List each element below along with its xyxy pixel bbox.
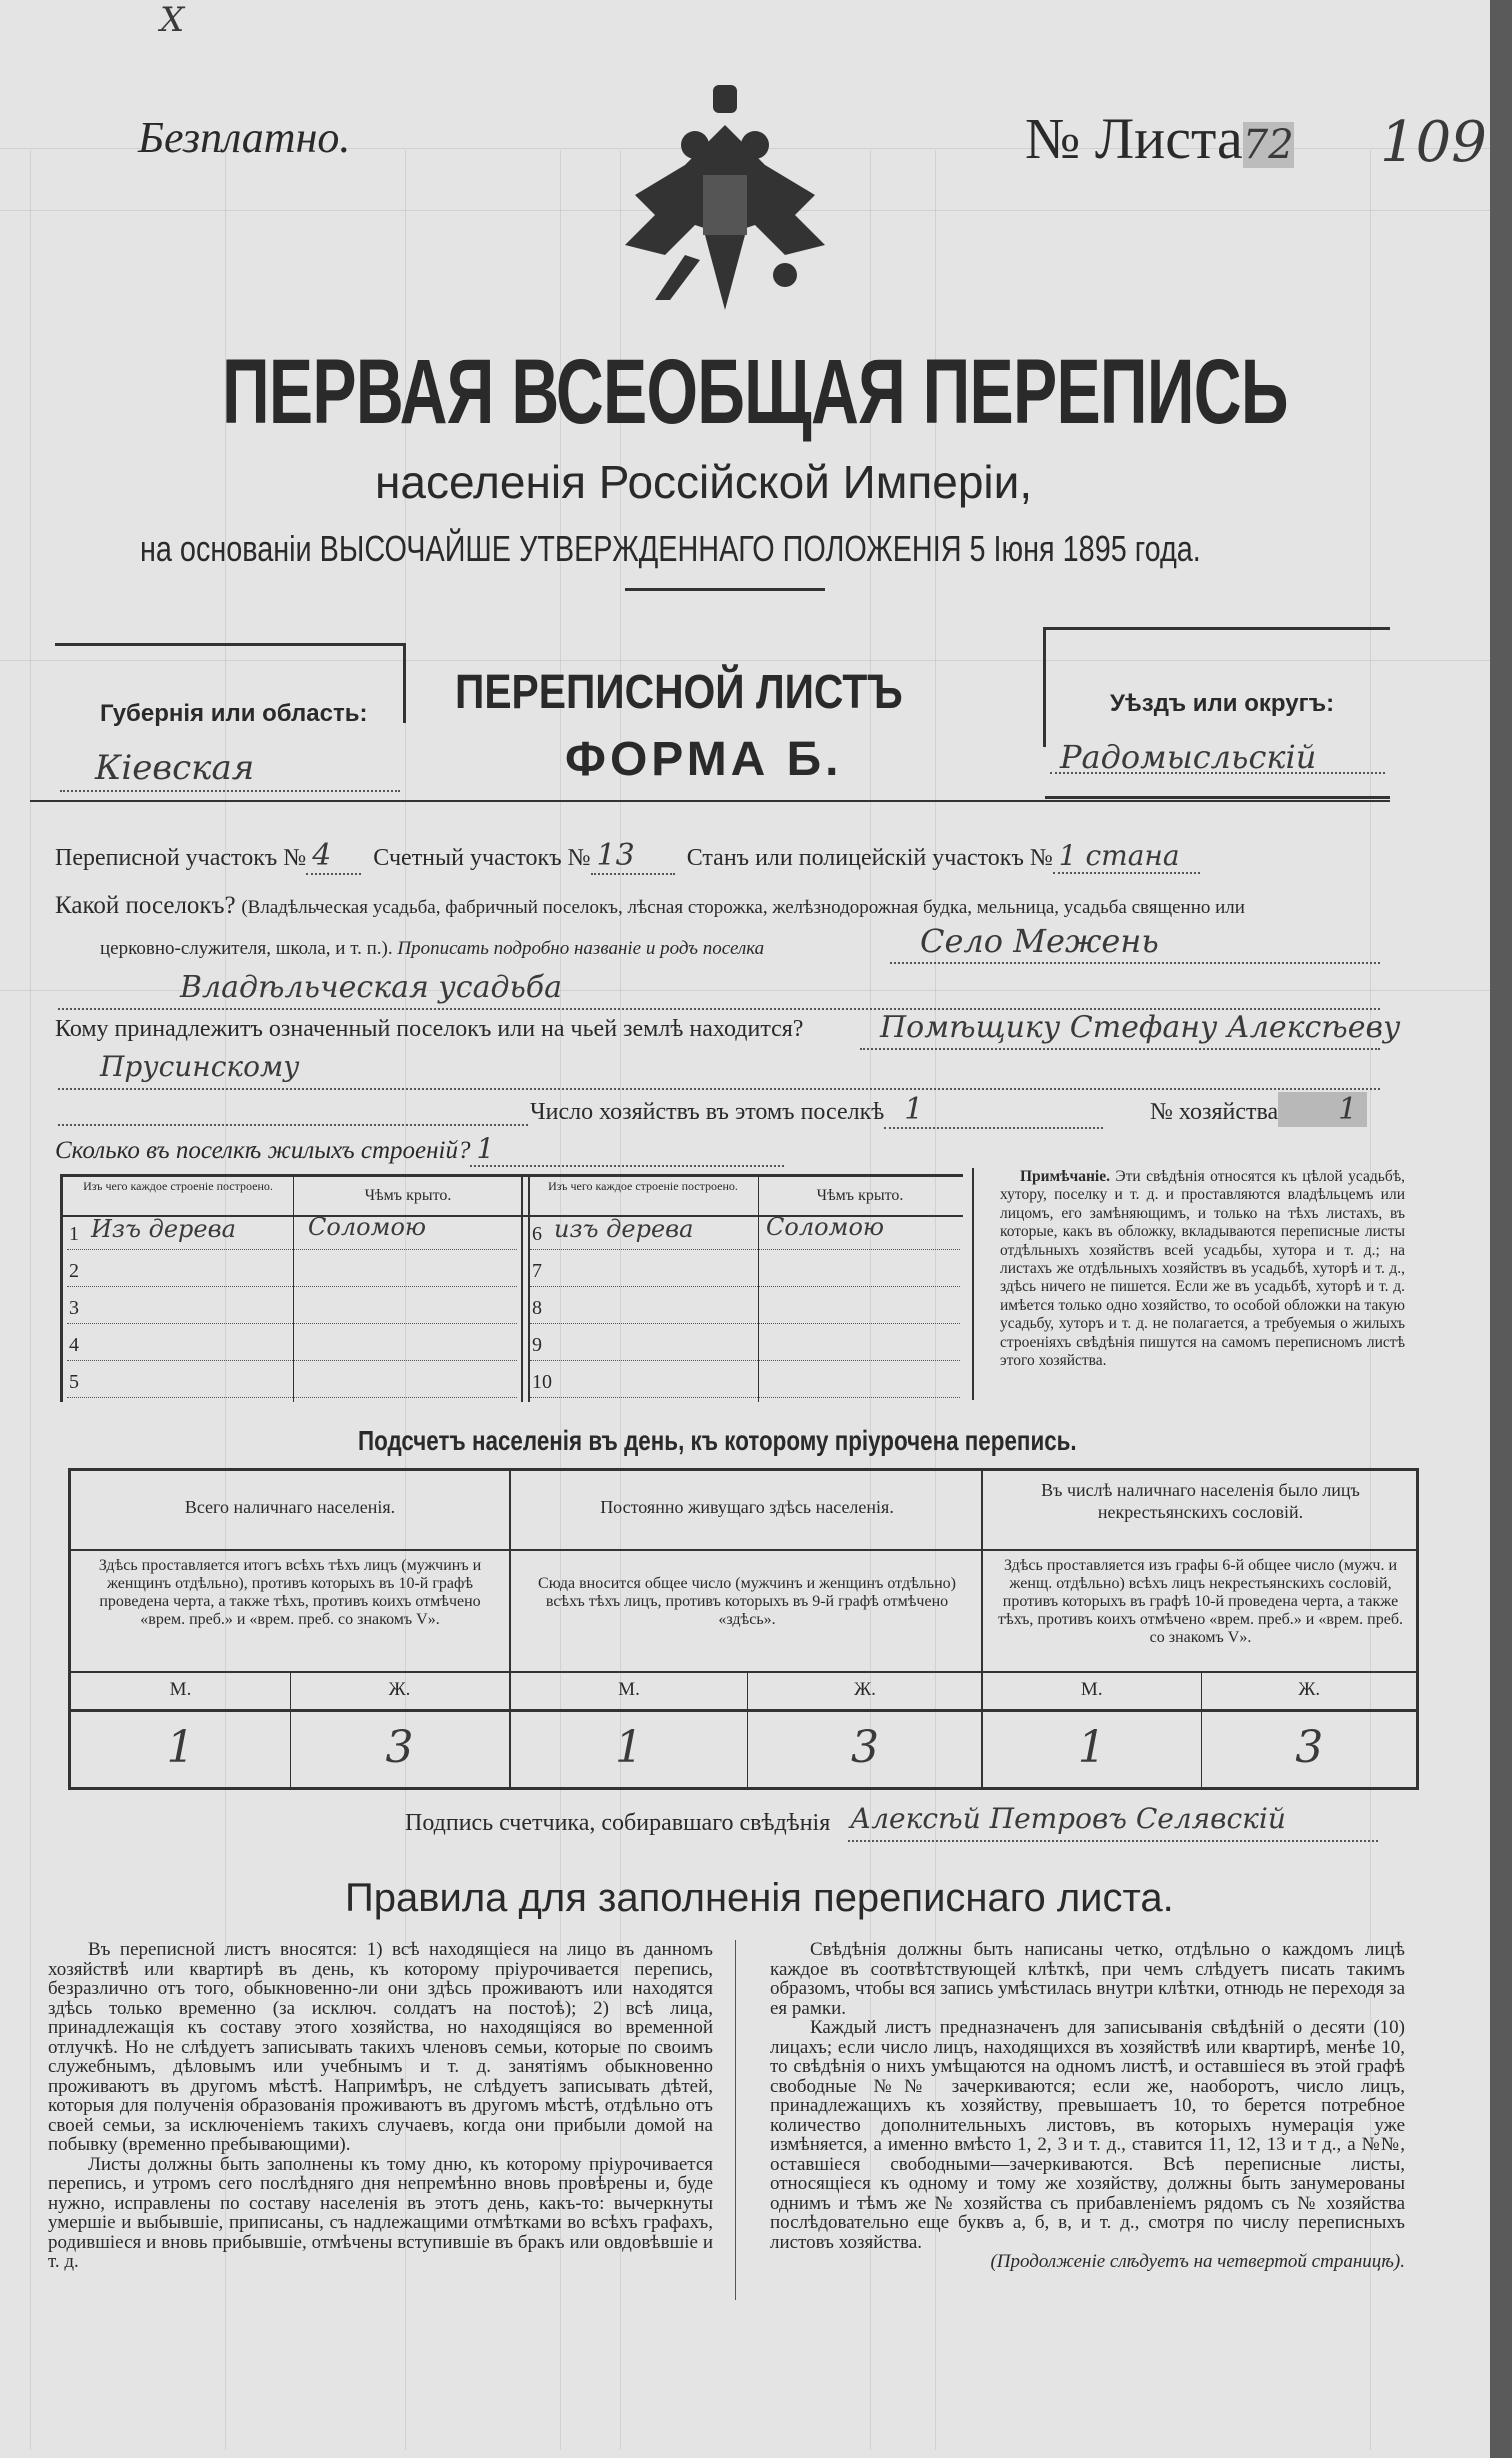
divider — [1045, 796, 1390, 799]
fill-line — [530, 1397, 960, 1398]
fill-line — [530, 1323, 960, 1324]
form-name — [455, 665, 982, 720]
rules-paragraph: Въ переписной листъ вносятся: 1) всѣ находящіеся на лицо въ данномъ хозяйствѣ или квартирѣ въ день, къ которому пріурочивается перепись, безразлично отъ того, обыкновенно-ли они здѣсь проживаютъ или находятся здѣсь только временно (за исключ. солдатъ на постоѣ); 2) всѣ лица, принадлежащія къ составу этого хозяйства, но находящіяся во временной отлучкѣ. Но не слѣдуетъ записывать такихъ членовъ семьи, которые по своимъ служебнымъ, дѣловымъ или учебнымъ и т. д. занятіямъ обыкновенно проживаютъ въ другомъ мѣстѣ. Напримѣръ, не слѣдуетъ записывать дѣтей, которыя для полученія образованія проживаютъ въ другомъ мѣстѣ, отдѣльно отъ своей семьи, за исключеніемъ такихъ случаевъ, когда они прибыли домой на побывку (временно пребывающими). — [48, 1939, 713, 2155]
col-roof-header: Чѣмъ крыто. — [364, 1187, 452, 1204]
fill-line — [60, 790, 400, 792]
female-label: Ж. — [1298, 1679, 1321, 1700]
rules-left — [48, 1940, 713, 2272]
count-column-head: Въ числѣ наличнаго населенія было лицъ некрестьянскихъ сословій. — [1041, 1480, 1360, 1522]
signature-value[interactable]: Алексѣй Петровъ Селявскій — [850, 1802, 1286, 1835]
count-table — [68, 1468, 1419, 1790]
fill-line — [67, 1360, 517, 1361]
buildings-value[interactable]: 1 — [470, 1132, 784, 1167]
settlement-hint: (Владѣльческая усадьба, фабричный поселокъ, лѣсная сторожка, желѣзнодорожная будка, мельница, усадьба священно или — [241, 897, 1245, 918]
table-row-rule — [983, 1549, 1418, 1551]
form-name-text: ПЕРЕПИСНОЙ ЛИСТЪ — [455, 666, 903, 719]
household-number-field — [1150, 1092, 1367, 1127]
count-title — [358, 1425, 1256, 1457]
households-label: Число хозяйствъ въ этомъ поселкѣ — [530, 1099, 885, 1125]
count-area-value[interactable]: 13 — [591, 838, 675, 875]
table-row-rule — [983, 1709, 1418, 1712]
fill-line — [860, 1048, 1380, 1050]
owner-value[interactable]: Помѣщику Стефану Алексѣеву — [880, 1010, 1401, 1045]
row-number: 6 — [532, 1223, 542, 1245]
settlement-instruction — [100, 938, 764, 960]
census-area-value[interactable]: 4 — [306, 838, 361, 875]
buildings-label: Сколько въ поселкѣ жилыхъ строеній? — [55, 1137, 471, 1164]
table-row-rule — [71, 1549, 509, 1551]
table-column-rule — [758, 1177, 759, 1402]
row-number: 9 — [532, 1334, 542, 1356]
settlement-label: Какой поселокъ? — [55, 892, 236, 919]
fill-line — [67, 1323, 517, 1324]
male-count[interactable]: 1 — [615, 1722, 643, 1773]
note-text: Эти свѣдѣнія относятся къ цѣлой усадьбѣ, хутору, поселку и т. д. и проставляются владѣльцемъ или лицомъ, его замѣняющимъ, и только на тѣхъ листахъ, въ которые, какъ въ обложку, вкладываются переписные листы отдѣльныхъ хозяйствъ всей усадьбы, хутора и т. д.; на листахъ же отдѣльныхъ хозяйствъ въ усадьбѣ, хуторѣ и т. д., здѣсь ничего не пишется. Если же въ усадьбѣ, хуторѣ и т. д. имѣется только одно хозяйство, то особой обложки на такую усадьбу, хуторъ и т. д. не полагается, а требуемыя о жилыхъ строеніяхъ свѣдѣнія пишутся на самомъ переписномъ листѣ этого хозяйства. — [1000, 1168, 1406, 1370]
building-roof[interactable]: Соломою — [766, 1213, 885, 1241]
row-number: 8 — [532, 1297, 542, 1319]
settlement-hint-2: церковно-служителя, школа, и т. п.). — [100, 938, 393, 959]
female-label: Ж. — [854, 1679, 876, 1700]
count-column-desc: Сюда вносится общее число (мужчинъ и женщинъ отдѣльно) всѣхъ тѣхъ лицъ, противъ которыхъ въ 9-й графѣ отмѣчено «здѣсь». — [538, 1575, 956, 1628]
province-value[interactable]: Кіевская — [95, 748, 255, 788]
fill-line — [67, 1249, 517, 1250]
fill-line — [530, 1286, 960, 1287]
row-number: 5 — [69, 1371, 79, 1393]
rules-paragraph: Листы должны быть заполнены къ тому дню, къ которому пріурочивается перепись, и утромъ сего послѣдняго дня непремѣнно вновь провѣрены и, буде нужно, исправлены по составу населенія въ этотъ день, какъ-то: вычеркнуты умершіе и выбывшіе, приписаны, съ надлежащими отмѣтками во всѣхъ графахъ, родившіеся и вновь прибывшіе, отмѣчены вступившіе въ бракъ или овдовѣвшіе и т. д. — [48, 2153, 713, 2272]
female-count[interactable]: 3 — [1295, 1722, 1324, 1773]
census-area-field — [55, 838, 1200, 873]
row-number: 1 — [69, 1223, 79, 1245]
count-column-desc: Здѣсь проставляется итогъ всѣхъ тѣхъ лицъ (мужчинъ и женщинъ отдѣльно), противъ которыхъ въ 10-й графѣ проведена черта, а также тѣхъ, противъ коихъ отмѣчено «врем. преб.» и «врем. преб. со знакомъ V». — [98, 1557, 482, 1628]
rules-title: Правила для заполненія переписнаго листа. — [345, 1876, 1174, 1920]
male-count[interactable]: 1 — [166, 1722, 195, 1773]
rules-right — [770, 1940, 1405, 2272]
building-roof[interactable]: Соломою — [308, 1213, 427, 1241]
divider — [55, 643, 405, 646]
table-row-rule — [511, 1709, 983, 1712]
signature-label: Подпись счетчика, собиравшаго свѣдѣнія — [405, 1810, 831, 1836]
note — [1000, 1168, 1405, 1370]
row-number: 2 — [69, 1260, 79, 1282]
male-label: М. — [169, 1679, 192, 1700]
census-basis — [140, 528, 1466, 570]
settlement-value[interactable]: Село Межень — [920, 922, 1159, 960]
fill-line — [890, 962, 1380, 964]
female-count[interactable]: 3 — [851, 1722, 879, 1773]
imperial-eagle-emblem-icon — [625, 85, 825, 310]
sheet-number-label: № Листа — [1025, 106, 1243, 171]
sheet-number — [1025, 105, 1294, 172]
count-area-label: Счетный участокъ № — [373, 845, 591, 871]
census-subtitle: населенія Россійской Имперіи, — [375, 456, 1033, 508]
census-basis-text: на основаніи ВЫСОЧАЙШЕ УТВЕРЖДЕННАГО ПОЛОЖЕНІЯ 5 Іюня 1895 года. — [140, 528, 1201, 569]
corner-mark: X — [160, 0, 185, 40]
free-label: Безплатно. — [138, 113, 351, 162]
divider — [625, 588, 825, 591]
male-label: М. — [618, 1679, 640, 1700]
fill-line — [530, 1249, 960, 1250]
count-column — [509, 1471, 983, 1787]
col-material-header: Изъ чего каждое строеніе построено. — [548, 1179, 738, 1193]
household-number-label: № хозяйства — [1150, 1099, 1279, 1125]
count-column-head: Всего наличнаго населенія. — [184, 1497, 396, 1517]
divider — [1043, 627, 1046, 747]
divider — [30, 800, 1390, 802]
note-label: Примѣчаніе. — [1020, 1168, 1110, 1185]
sheet-number-value[interactable]: 72 — [1242, 122, 1294, 168]
rules-paragraph: Свѣдѣнія должны быть написаны четко, отдѣльно о каждомъ лицѣ каждое въ соотвѣтствующей клѣткѣ, при чемъ слѣдуетъ писать такимъ образомъ, чтобы вся запись умѣстилась внутри клѣтки, отнюдь не переходя за ея рамки. — [770, 1939, 1405, 2019]
settlement-value-2[interactable]: Владѣльческая усадьба — [180, 970, 563, 1005]
count-column — [71, 1471, 509, 1787]
col-material-header: Изъ чего каждое строеніе построено. — [83, 1179, 273, 1193]
census-title — [222, 340, 1512, 445]
fill-line — [67, 1286, 517, 1287]
district-value[interactable]: Радомысльскій — [1060, 738, 1317, 776]
building-material[interactable]: изъ дерева — [554, 1215, 694, 1243]
row-number: 10 — [532, 1371, 552, 1393]
table-column-rule — [293, 1177, 294, 1402]
stan-label: Станъ или полицейскій участокъ № — [686, 845, 1053, 871]
province-label: Губернія или область: — [100, 700, 368, 727]
household-number-value[interactable]: 1 — [1278, 1092, 1367, 1127]
divider — [1045, 627, 1390, 630]
building-material[interactable]: Изъ дерева — [91, 1215, 236, 1243]
table-row-rule — [71, 1709, 509, 1712]
owner-value-2[interactable]: Прусинскому — [100, 1050, 300, 1083]
rules-continued: (Продолженіе слѣдуетъ на четвертой страницѣ). — [990, 2251, 1405, 2272]
female-count[interactable]: 3 — [385, 1722, 414, 1773]
count-column — [981, 1471, 1418, 1787]
stan-value[interactable]: 1 стана — [1053, 839, 1200, 874]
households-value[interactable]: 1 — [884, 1092, 1103, 1129]
fill-line — [848, 1840, 1378, 1842]
settlement-field — [55, 892, 1245, 920]
archive-number: 109 — [1380, 110, 1487, 175]
fill-line — [530, 1360, 960, 1361]
col-roof-header: Чѣмъ крыто. — [816, 1187, 904, 1204]
row-number: 3 — [69, 1297, 79, 1319]
count-column-head: Постоянно живущаго здѣсь населенія. — [600, 1497, 894, 1517]
table-column-rule — [521, 1177, 530, 1402]
grid-line — [30, 150, 31, 2450]
row-number: 4 — [69, 1334, 79, 1356]
male-label: М. — [1080, 1679, 1103, 1700]
count-title-text: Подсчетъ населенія въ день, къ которому пріурочена перепись. — [358, 1425, 1077, 1456]
table-row-rule — [511, 1549, 983, 1551]
form-type: ФОРМА Б. — [565, 733, 843, 786]
owner-label: Кому принадлежитъ означенный поселокъ или на чьей землѣ находится? — [55, 1016, 804, 1042]
divider — [972, 1168, 974, 1400]
buildings-field — [55, 1132, 784, 1165]
fill-line — [58, 1124, 528, 1126]
male-count[interactable]: 1 — [1077, 1722, 1106, 1773]
fill-line — [67, 1397, 517, 1398]
divider — [735, 1940, 736, 2300]
district-label: Уѣздъ или округъ: — [1110, 690, 1335, 717]
census-area-label: Переписной участокъ № — [55, 845, 307, 871]
buildings-table — [60, 1174, 963, 1402]
row-number: 7 — [532, 1260, 542, 1282]
fill-line — [58, 1088, 1380, 1090]
fill-line — [1050, 772, 1385, 774]
settlement-instruction-text: Прописать подробно названіе и родъ поселка — [397, 938, 765, 959]
rules-paragraph: Каждый листъ предназначенъ для записыванія свѣдѣній о десяти (10) лицахъ; если число лицъ, находящихся въ хозяйствѣ или квартирѣ, менѣе 10, то свѣдѣнія о нихъ умѣщаются на одномъ листѣ, и оставшіеся въ этой графѣ свободные №№ зачеркиваются; если же, наоборотъ, число лицъ, принадлежащихъ къ хозяйству, превышаетъ 10, то берется потребное количество дополнительныхъ листовъ, въ которыхъ нумерація уже измѣняется, а именно вмѣсто 1, 2, 3 и т. д., ставится 11, 12, 13 и т д., а №№, оставшіеся свободными—зачеркиваются. Всѣ переписные листы, относящіеся къ одному и тому же хозяйству, должны быть занумерованы однимъ и тѣмъ же № хозяйства съ прибавленіемъ рядомъ съ № хозяйства послѣдовательно еще буквъ а, б, в, и т. д., смотря по числу переписныхъ листовъ хозяйства. — [770, 2017, 1405, 2253]
female-label: Ж. — [388, 1679, 411, 1700]
count-column-desc: Здѣсь проставляется изъ графы 6-й общее число (мужч. и женщ. отдѣльно) всѣхъ лицъ некрестьянскихъ сословій, противъ которыхъ въ графѣ 10-й проведена черта, а также тѣхъ, противъ коихъ отмѣчено «врем. преб.» и «врем. преб. со знакомъ V». — [998, 1557, 1403, 1646]
grid-line — [0, 660, 1490, 661]
households-field — [530, 1092, 1103, 1127]
census-title-text: ПЕРВАЯ ВСЕОБЩАЯ ПЕРЕПИСЬ — [222, 341, 1288, 443]
divider — [403, 643, 406, 723]
